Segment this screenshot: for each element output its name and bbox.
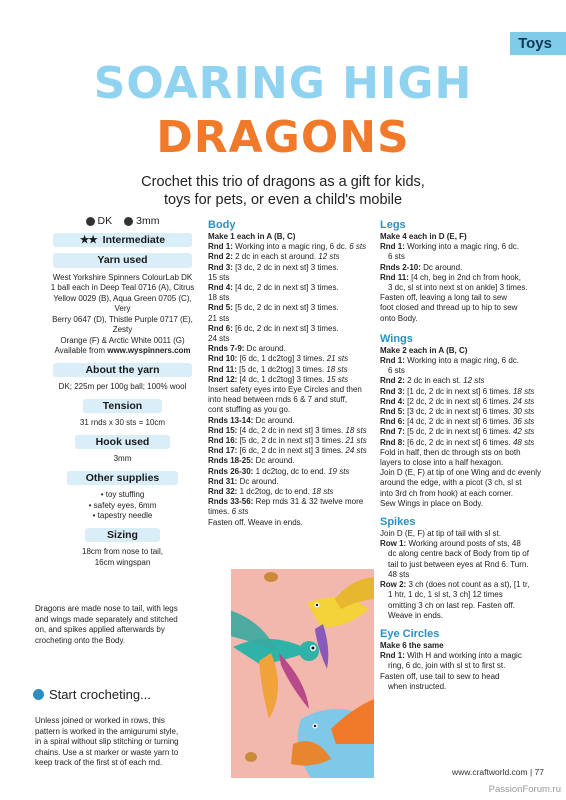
row-label: Rnd 6:: [380, 417, 405, 427]
row-label: Rnd 31:: [208, 476, 238, 486]
stitch-count: 21 sts: [343, 436, 367, 446]
pattern-row: [380, 458, 548, 468]
row-text: 2 dc in each st.: [404, 376, 461, 386]
row-text: Fasten off. Weave in ends.: [208, 517, 303, 527]
page-title-line1: SOARING HIGH: [93, 58, 473, 109]
row-label: Rnd 7:: [380, 427, 405, 437]
row-text: foot closed and thread up to hip to sew: [380, 303, 518, 313]
wings-subheading: Make 2 each in A (B, C): [380, 345, 468, 355]
row-text: Working into a magic ring, 6 dc.: [404, 356, 520, 366]
stitch-count: 24 sts: [343, 446, 367, 456]
pattern-row: [380, 682, 548, 692]
pattern-row: [380, 427, 548, 437]
pattern-row: [380, 417, 548, 427]
row-text: [4 ch, beg in 2nd ch from hook,: [408, 272, 521, 282]
pattern-row: [380, 376, 548, 386]
hook-used-heading: Hook used: [75, 435, 170, 450]
pattern-row: [208, 405, 376, 415]
pattern-row: [380, 478, 548, 488]
pattern-row: [380, 252, 548, 262]
skill-level: [53, 233, 192, 248]
pattern-row: [380, 448, 548, 458]
pattern-row: [380, 549, 548, 559]
stitch-count: 18 sts: [324, 364, 348, 374]
row-text: Sew Wings in place on Body.: [380, 498, 484, 508]
pattern-row: [208, 324, 376, 334]
start-line: chains. Use a st marker or waste yarn to: [35, 747, 179, 757]
row-text: Working into a magic ring, 6 dc.: [232, 242, 348, 252]
yarn-weight-label: DK: [97, 215, 113, 227]
pattern-row: [208, 344, 376, 354]
row-label: Rnds 26-30:: [208, 466, 254, 476]
other-supplies-heading: Other supplies: [67, 471, 178, 486]
pattern-row: [208, 334, 376, 344]
row-text: [5 dc, 1 dc2tog] 3 times.: [236, 364, 325, 374]
start-line: pattern is worked in the amigurumi style,: [35, 726, 179, 736]
pattern-row: [380, 499, 548, 509]
tension-text: 31 rnds x 30 sts = 10cm: [79, 418, 166, 427]
meta-row: [45, 216, 200, 227]
row-text: [6 dc, 2 dc in next st] 3 times.: [237, 446, 344, 456]
start-crocheting-heading: [33, 687, 151, 702]
row-label: Rnds 2-10:: [380, 262, 421, 272]
yarn-line: 1 ball each in Deep Teal 0716 (A), Citrus: [50, 283, 195, 292]
pattern-row: [208, 303, 376, 313]
row-text: [6 dc, 2 dc in next st] 6 times.: [404, 437, 511, 447]
row-text: [5 dc, 2 dc in next st] 3 times.: [237, 436, 344, 446]
row-label: Rnds 13-14:: [208, 415, 254, 425]
row-label: Row 1:: [380, 539, 407, 549]
row-text: dc along centre back of Body from tip of: [388, 549, 529, 559]
row-text: [5 dc, 2 dc in next st] 3 times.: [232, 303, 339, 313]
row-label: Rnd 2:: [380, 376, 405, 386]
row-text: times.: [208, 507, 230, 517]
stitch-count: 12 sts: [316, 252, 340, 262]
row-text: Fold in half, then dc through sts on both: [380, 447, 521, 457]
bullet-icon: [33, 689, 44, 700]
pattern-row: [380, 273, 548, 283]
pattern-row: [380, 438, 548, 448]
spikes-rows: [380, 529, 548, 621]
legs-subheading: Make 4 each in D (E, F): [380, 232, 467, 241]
pattern-row: [380, 651, 548, 661]
row-label: Rnds 18-25:: [208, 456, 254, 466]
skill-level-label: Intermediate: [102, 233, 166, 246]
row-text: Fasten off, use tail to sew to head: [380, 671, 500, 681]
yarn-used-heading: Yarn used: [53, 253, 192, 268]
row-text: [3 dc, 2 dc in next st] 3 times.: [232, 262, 339, 272]
stitch-count: 15 sts: [324, 374, 349, 384]
blue-dragon: [291, 699, 374, 778]
supply-item: • safety eyes, 6mm: [88, 500, 157, 510]
eye-circles-heading: Eye Circles: [380, 627, 440, 640]
pattern-row: [208, 467, 376, 477]
teal-dragon: [231, 609, 319, 719]
pattern-row: [208, 477, 376, 487]
row-text: Dc around.: [253, 415, 295, 425]
row-text: ring, 6 dc, join with sl st to first st.: [388, 661, 506, 671]
pattern-row: [208, 365, 376, 375]
pattern-row: [380, 356, 548, 366]
subtitle-line: Crochet this trio of dragons as a gift for kids,: [141, 174, 425, 190]
pattern-row: [380, 468, 548, 478]
stitch-count: 36 sts: [510, 417, 535, 427]
yarn-availability: [45, 346, 200, 357]
row-label: Rnd 15:: [208, 425, 238, 435]
start-line: keep track of the first st of each rnd.: [35, 758, 163, 767]
pattern-row: [380, 580, 548, 590]
pattern-row: [208, 375, 376, 385]
sizing-line: 16cm wingspan: [94, 557, 151, 567]
row-label: Rnd 4:: [208, 283, 233, 293]
row-text: cont stuffing as you go.: [208, 405, 291, 415]
supply-item: • tapestry needle: [92, 511, 153, 520]
section-tab: Toys: [510, 32, 566, 55]
pattern-row: [208, 314, 376, 324]
pattern-row: [208, 293, 376, 303]
row-label: Rnds 7-9:: [208, 344, 245, 354]
row-text: 24 sts: [208, 334, 230, 344]
start-line: Unless joined or worked in rows, this: [35, 716, 165, 725]
wings-heading: Wings: [380, 332, 413, 345]
row-text: [4 dc, 2 dc in next st] 3 times.: [232, 283, 339, 293]
pattern-row: [380, 601, 548, 611]
dragons-photo: [231, 569, 374, 778]
stitch-count: 6 sts: [229, 507, 249, 517]
stitch-count: 48 sts: [510, 437, 535, 447]
row-text: Working around posts of sts, 48: [406, 539, 521, 549]
row-text: 1 dc2tog, dc to end.: [253, 466, 326, 476]
row-text: omitting 3 ch on last rep. Fasten off.: [388, 600, 516, 610]
tension-heading: Tension: [83, 399, 162, 414]
subtitle-line: toys for pets, or even a child's mobile: [163, 192, 403, 208]
row-text: Join D (E, F) at tip of tail with sl st.: [380, 529, 501, 539]
right-column: [380, 219, 548, 692]
sizing-line: 18cm from nose to tail,: [82, 547, 163, 556]
hook-used-text: 3mm: [113, 454, 132, 463]
row-text: Dc around.: [253, 456, 295, 466]
eyes-rows: [380, 651, 548, 692]
row-label: Rnd 17:: [208, 446, 238, 456]
legs-rows: [380, 242, 548, 324]
supplier-link[interactable]: www.wyspinners.com: [107, 346, 191, 355]
pattern-row: [380, 314, 548, 324]
body-rows: [208, 242, 376, 528]
pattern-row: [380, 263, 548, 273]
spikes-heading: Spikes: [380, 516, 416, 529]
legs-heading: Legs: [380, 219, 406, 231]
row-label: Rnd 32:: [208, 487, 238, 497]
row-text: when instructed.: [388, 681, 447, 691]
pattern-row: [208, 487, 376, 497]
row-text: 2 dc in each st around.: [232, 252, 317, 262]
row-text: 3 ch (does not count as a st), [1 tr,: [406, 580, 530, 590]
page-footer: www.craftworld.com | 77: [452, 767, 544, 777]
pattern-row: [380, 529, 548, 539]
pattern-row: [380, 407, 548, 417]
row-text: With H and working into a magic: [404, 651, 522, 661]
row-label: Rnd 11:: [380, 272, 409, 282]
row-text: around the edge, with a picot (3 ch, sl st: [380, 478, 522, 488]
pattern-row: [380, 397, 548, 407]
row-label: Rnd 8:: [380, 437, 405, 447]
yarn-line: Orange (F) & Arctic White 0011 (G): [60, 335, 185, 345]
pattern-row: [208, 273, 376, 283]
body-subheading: Make 1 each in A (B, C): [208, 232, 296, 241]
pattern-row: [380, 611, 548, 621]
body-heading: Body: [208, 219, 236, 231]
row-text: Dc around.: [237, 476, 279, 486]
stitch-count: 6 sts: [347, 242, 367, 252]
hook-icon: [124, 217, 133, 226]
yarn-line: West Yorkshire Spinners ColourLab DK: [52, 272, 193, 282]
row-text: onto Body.: [380, 313, 418, 323]
pattern-row: [208, 436, 376, 446]
yarn-weight: [86, 216, 113, 227]
row-text: into head between rnds 6 & 7 and stuff,: [208, 395, 348, 405]
pattern-row: [380, 539, 548, 549]
shell-decoration: [264, 572, 278, 582]
stitch-count: 19 sts: [325, 466, 350, 476]
pattern-row: [208, 242, 376, 252]
row-label: Rnd 3:: [208, 262, 233, 272]
stitch-count: 12 sts: [460, 376, 485, 386]
yarn-line: Berry 0647 (D), Thistle Purple 0717 (E), Zesty: [52, 314, 193, 334]
row-text: 15 sts: [208, 272, 230, 282]
row-label: Rnd 5:: [208, 303, 233, 313]
row-label: Rnd 1:: [208, 242, 233, 252]
row-label: Rnd 1:: [380, 242, 405, 252]
row-label: Rnds 33-56:: [208, 497, 254, 507]
row-text: [2 dc, 2 dc in next st] 6 times.: [404, 396, 511, 406]
pattern-row: [208, 263, 376, 273]
pattern-row: [208, 252, 376, 262]
row-label: Rnd 16:: [208, 436, 238, 446]
row-text: tail to just between eyes at Rnd 6. Turn.: [388, 559, 529, 569]
row-text: Join D (E, F) at tip of one Wing and dc evenly: [380, 468, 541, 478]
row-text: Rep rnds 31 & 32 twelve more: [253, 497, 364, 507]
pattern-row: [208, 456, 376, 466]
row-label: Rnd 3:: [380, 386, 405, 396]
stitch-count: 24 sts: [510, 396, 535, 406]
pattern-row: [380, 242, 548, 252]
pattern-row: [380, 293, 548, 303]
start-paragraph: [35, 716, 205, 769]
pattern-row: [208, 518, 376, 528]
page-subtitle: [0, 173, 566, 209]
row-text: 48 sts: [388, 569, 410, 579]
about-yarn-heading: About the yarn: [53, 363, 192, 378]
yarn-ball-icon: [86, 217, 95, 226]
pattern-row: [208, 426, 376, 436]
row-text: Working into a magic ring, 6 dc.: [404, 242, 520, 252]
pattern-row: [208, 283, 376, 293]
row-text: 18 sts: [208, 293, 230, 303]
wings-rows: [380, 356, 548, 509]
row-text: [5 dc, 2 dc in next st] 6 times.: [404, 427, 511, 437]
row-text: Weave in ends.: [388, 610, 443, 620]
pattern-row: [380, 570, 548, 580]
stitch-count: 21 sts: [324, 354, 349, 364]
row-text: into 3rd ch from hook) at each corner.: [380, 488, 513, 498]
row-label: Row 2:: [380, 580, 407, 590]
intro-line: on, and spikes applied afterwards by: [35, 625, 165, 634]
yarn-used-text: [45, 273, 200, 357]
stitch-count: 18 sts: [343, 425, 367, 435]
hook-size: [124, 216, 159, 227]
pattern-row: [380, 560, 548, 570]
row-label: Rnd 4:: [380, 396, 405, 406]
yarn-line: Yellow 0029 (B), Aqua Green 0705 (C), Very: [53, 293, 192, 313]
row-text: 1 htr, 1 dc, 1 sl st, 3 ch] 12 times: [388, 590, 503, 600]
pattern-row: [380, 366, 548, 376]
row-label: Rnd 2:: [208, 252, 233, 262]
availability-prefix: Available from: [54, 346, 108, 355]
row-text: Dc around.: [244, 344, 286, 354]
intro-paragraph: [35, 604, 205, 646]
row-text: Insert safety eyes into Eye Circles and then: [208, 385, 362, 395]
pattern-row: [380, 489, 548, 499]
star-icon: ★★: [79, 233, 97, 246]
row-text: Fasten off, leaving a long tail to sew: [380, 293, 508, 303]
pattern-row: [208, 395, 376, 405]
row-text: 6 sts: [388, 252, 405, 262]
row-text: [6 dc, 1 dc2tog] 3 times.: [237, 354, 325, 364]
stitch-count: 42 sts: [510, 427, 535, 437]
watermark: PassionForum.ru: [488, 784, 561, 795]
pattern-row: [208, 507, 376, 517]
sizing-heading: Sizing: [85, 528, 160, 543]
row-text: [4 dc, 2 dc in next st] 6 times.: [404, 417, 511, 427]
row-text: [6 dc, 2 dc in next st] 3 times.: [232, 323, 339, 333]
stitch-count: 18 sts: [309, 487, 334, 497]
intro-line: and wings made separately and stitched: [35, 614, 178, 624]
pattern-row: [380, 590, 548, 600]
row-label: Rnd 5:: [380, 407, 405, 417]
pattern-row: [208, 497, 376, 507]
about-yarn-text: DK; 225m per 100g ball; 100% wool: [58, 382, 187, 391]
pattern-row: [208, 385, 376, 395]
intro-line: Dragons are made nose to tail, with legs: [35, 604, 178, 613]
pattern-row: [380, 303, 548, 313]
row-text: 1 dc2tog, dc to end.: [237, 487, 310, 497]
pattern-row: [380, 672, 548, 682]
row-text: [4 dc, 1 dc2tog] 3 times.: [237, 374, 325, 384]
row-label: Rnd 12:: [208, 374, 238, 384]
shell-decoration: [245, 752, 257, 762]
pattern-row: [208, 354, 376, 364]
hook-size-label: 3mm: [136, 215, 160, 227]
info-column: [45, 216, 200, 568]
start-heading-label: Start crocheting...: [49, 687, 151, 702]
start-line: in a spiral without slip stitching or turning: [35, 737, 179, 746]
page-title-line2: DRAGONS: [156, 112, 410, 163]
pattern-row: [380, 387, 548, 397]
pattern-row: [208, 446, 376, 456]
row-text: 6 sts: [388, 366, 405, 376]
supply-item: • toy stuffing: [100, 490, 145, 499]
row-label: Rnd 11:: [208, 364, 237, 374]
row-text: [1 dc, 2 dc in next st] 6 times.: [404, 386, 511, 396]
row-label: Rnd 1:: [380, 356, 405, 366]
row-text: layers to close into a half hexagon.: [380, 458, 504, 468]
pattern-row: [380, 283, 548, 293]
intro-line: crocheting onto the Body.: [35, 635, 126, 645]
stitch-count: 30 sts: [510, 407, 535, 417]
row-text: 21 sts: [208, 313, 230, 323]
eye-circles-subheading: Make 6 the same: [380, 640, 444, 650]
row-text: [4 dc, 2 dc in next st] 3 times.: [237, 425, 344, 435]
dragons-illustration: [231, 569, 374, 778]
row-text: 3 dc, sl st into next st on ankle] 3 times.: [388, 283, 528, 293]
row-label: Rnd 6:: [208, 323, 233, 333]
body-column: [208, 219, 376, 528]
row-label: Rnd 10:: [208, 354, 238, 364]
row-text: Dc around.: [420, 262, 463, 272]
pattern-row: [380, 661, 548, 671]
row-text: [3 dc, 2 dc in next st] 6 times.: [404, 407, 511, 417]
stitch-count: 18 sts: [510, 386, 535, 396]
row-label: Rnd 1:: [380, 651, 405, 661]
pattern-row: [208, 416, 376, 426]
